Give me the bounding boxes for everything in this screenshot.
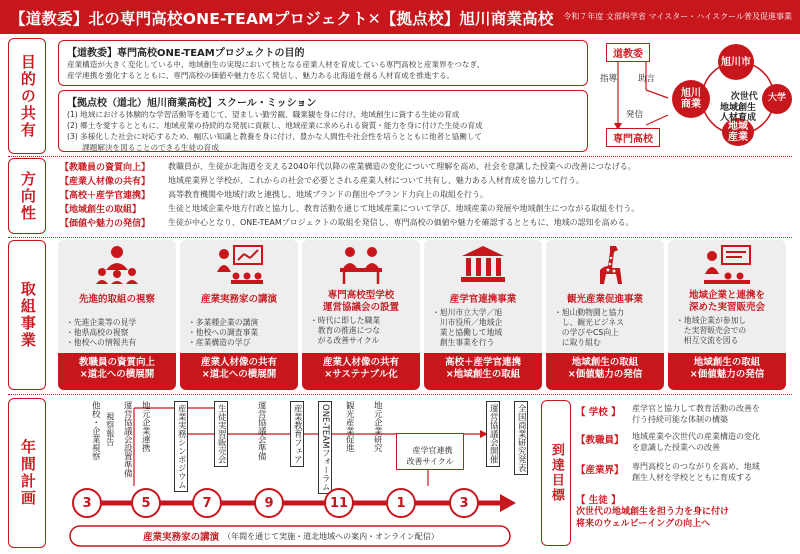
section-divider xyxy=(8,237,792,238)
project-detail: 創生事業を行う xyxy=(432,338,495,347)
meeting-icon xyxy=(336,244,386,284)
goal-tag: 【教職員】 xyxy=(576,435,624,446)
diagram-board: 道教委 xyxy=(606,43,650,62)
project-detail: ・旭川市立大学／旭 xyxy=(432,308,503,317)
timeline-month: 5 xyxy=(131,488,161,518)
plan-event: 観光産業促進 xyxy=(344,401,355,452)
goal-tag: 【 生徒 】 xyxy=(576,495,621,506)
project-card xyxy=(58,240,176,390)
plan-event: 運営協議会設置準備 xyxy=(122,401,133,478)
direction-text: 生徒と地域企業や地方行政と協力し、教育活動を通じて地域産業について学び、地域産業の発展や地域創生につながる取組を行う。 xyxy=(168,204,640,213)
improvement-cycle-box: 産学官連携 改善サイクル xyxy=(396,433,464,470)
goal-text: 専門高校とのつながりを高め、地域 創生人材を学校とともに育成する xyxy=(632,462,760,482)
giraffe-icon xyxy=(580,244,630,284)
presentation-icon xyxy=(702,244,752,284)
plan-event: 他校・企業視察 xyxy=(90,401,101,461)
direction-text: 教職員が、生徒が北海道を支える2040年代以降の産業構造の変化について理解を高め、社会を意識した授業への改善につなげる。 xyxy=(168,162,636,171)
project-footer: 地域創生の取組 ×価値魅力の発信 xyxy=(668,353,786,390)
project-title: 産業実務家の講演 xyxy=(200,294,277,305)
direction-row xyxy=(60,216,634,229)
project-detail: がる改善サイクル xyxy=(310,336,380,345)
project-detail: し、観光ビジネス xyxy=(554,318,624,327)
plan-event-highlight: ONE-TEAMフォーラム xyxy=(318,401,332,494)
diagram-university: 大学 xyxy=(762,84,792,114)
plan-event: 視察報告 xyxy=(104,412,115,446)
project-footer: 教職員の資質向上 ×道北への横展開 xyxy=(58,353,176,390)
direction-row xyxy=(60,160,636,173)
project-title: 地域企業と連携を 深めた実習販売会 xyxy=(688,290,765,313)
plan-event: 地元企業連携 xyxy=(140,401,151,452)
page-subtitle: 令和７年度 文部科学省 マイスター・ハイスクール普及促進事業 xyxy=(563,12,792,21)
direction-tag: 【産業人材像の共有】 xyxy=(60,177,151,187)
project-title: 専門高校型学校 運営協議会の設置 xyxy=(322,290,399,313)
direction-row xyxy=(60,202,639,215)
project-detail: ・多業種企業の講演 xyxy=(188,318,259,327)
page-title: 【道教委】北の専門高校ONE-TEAMプロジェクト✕【拠点校】旭川商業高校 xyxy=(10,10,554,28)
purpose-school-heading: 【拠点校（道北）旭川商業高校】スクール・ミッション xyxy=(67,98,317,109)
goal-tag: 【産業界】 xyxy=(576,465,624,476)
project-title: 産学官連携事業 xyxy=(449,294,517,305)
project-footer: 高校＋産学官連携 ×地域創生の取組 xyxy=(424,353,542,390)
purpose-board-text: 産業構造が大きく変化している中、地域創生の実現において核となる産業人材を育成している専門高校と産業界をつなぎ、 xyxy=(67,60,485,69)
project-detail: ・他校への調査事業 xyxy=(188,328,259,337)
project-footer: 地域創生の取組 ×価値魅力の発信 xyxy=(546,353,664,390)
project-detail: ・時代に即した職業 xyxy=(310,316,381,325)
section-projects-label: 取組事業 xyxy=(8,240,46,390)
timeline-month: 3 xyxy=(72,488,102,518)
project-title: 観光産業促進事業 xyxy=(566,294,643,305)
direction-text: 生徒が中心となり、ONE-TEAMプロジェクトの取組を発信し、専門高校の価値や魅力を確認するとともに、地域の認知を高める。 xyxy=(168,218,634,227)
timeline-month: 1 xyxy=(386,488,416,518)
project-detail: 相互交流を図る xyxy=(676,336,739,345)
goal-text: 産学官と協力して教育活動の改善を 行う持続可能な体制の構築 xyxy=(632,404,760,424)
goals-label: 到達目標 xyxy=(541,400,571,546)
plan-event: 運営協議会準備 xyxy=(256,401,267,461)
diagram-advice: 助言 xyxy=(638,74,656,84)
timeline-month: 3 xyxy=(449,488,479,518)
mission-item: (1) 地域における体験的な学習活動等を通じて、望ましい勤労観、職業観を身に付け、地域創生に資する生徒の育成 xyxy=(67,110,460,119)
direction-tag: 【地域創生の取組】 xyxy=(60,205,142,215)
project-footer: 産業人材像の共有 ×道北への横展開 xyxy=(180,353,298,390)
section-direction-label: 方向性 xyxy=(8,158,46,234)
project-footer: 産業人材像の共有 ×サステナブル化 xyxy=(302,353,420,390)
diagram-asahi: 旭川 商業 xyxy=(672,80,710,118)
goal-text: 次世代の地域創生を担う力を身に付け 将来のウェルビーイングの向上へ xyxy=(576,507,730,530)
project-detail: に取り組む xyxy=(554,338,601,347)
direction-text: 地域産業界と学校が、これからの社会で必要とされる産業人材について共有し、魅力ある人材育成を協力して行う。 xyxy=(168,176,584,185)
lecture-label: 産業実務家の講演 xyxy=(143,532,220,543)
mission-item: (3) 多様化した社会に対応するため、幅広い知識と教養を身に付け、豊かな人間性や社会性を培うとともに他者と協働して xyxy=(67,132,483,141)
project-detail: た実習販売会での xyxy=(676,326,747,335)
project-card xyxy=(668,240,786,390)
project-detail: ・先進企業等の見学 xyxy=(66,318,137,327)
section-divider xyxy=(8,156,792,157)
project-detail: 川市役所／地域企 xyxy=(432,318,503,327)
goal-tag: 【 学校 】 xyxy=(576,407,621,418)
plan-event-highlight: 生徒実習販売会 xyxy=(214,401,228,467)
project-card xyxy=(424,240,542,390)
university-icon xyxy=(458,244,508,284)
diagram-dispatch: 発信 xyxy=(626,110,644,120)
direction-row xyxy=(60,188,488,201)
project-detail: 業と協働して地域 xyxy=(432,328,503,337)
project-detail: ・産業構造の学び xyxy=(188,338,251,347)
plan-event-highlight: 産業実務シンポジウム xyxy=(174,401,188,492)
project-detail: ・他県高校の視察 xyxy=(66,328,129,337)
project-detail: 教育の推進につな xyxy=(310,326,381,335)
project-card xyxy=(546,240,664,390)
diagram-industry: 地域 産業 xyxy=(722,118,754,146)
project-detail: の学びやCS向上 xyxy=(554,328,619,337)
lecture-note: （年間を通じて実施・道北地域への案内・オンライン配信） xyxy=(223,531,439,541)
collaboration-diagram xyxy=(598,40,792,146)
header-banner xyxy=(0,0,800,34)
presenter-icon xyxy=(214,244,264,284)
mission-item: 課題解決を図ることのできる生徒の育成 xyxy=(67,143,219,152)
project-detail: ・他校への情報共有 xyxy=(66,338,137,347)
purpose-board-heading: 【道教委】専門高校ONE-TEAMプロジェクトの目的 xyxy=(67,48,305,59)
project-title: 先進的取組の視察 xyxy=(78,294,155,305)
diagram-school: 専門高校 xyxy=(606,128,660,147)
project-detail: ・旭山動物園と協力 xyxy=(554,308,625,317)
project-detail: ・地域企業が参加し xyxy=(676,316,747,325)
diagram-city: 旭川市 xyxy=(718,44,754,80)
project-card xyxy=(180,240,298,390)
section-plan-label: 年間計画 xyxy=(8,398,46,548)
section-purpose-label: 目的の共有 xyxy=(8,38,46,154)
plan-event-highlight: 運営協議会開催 xyxy=(486,401,500,467)
diagram-center: 次世代 地域創生 人材育成 xyxy=(719,92,758,124)
plan-event: 地元企業研究 xyxy=(372,401,383,452)
direction-tag: 【教職員の資質向上】 xyxy=(60,163,151,173)
purpose-board-text: 産学連携を強化するとともに、専門高校の価値や魅力を広く発信し、魅力ある北海道を創る人材育成を推進する。 xyxy=(67,71,455,80)
purpose-board-box xyxy=(58,40,588,86)
direction-tag: 【価値や魅力の発信】 xyxy=(60,219,151,229)
direction-tag: 【高校＋産学官連携】 xyxy=(60,191,151,201)
direction-row xyxy=(60,174,584,187)
timeline-month: 11 xyxy=(324,488,354,518)
purpose-school-box xyxy=(58,90,588,152)
goal-text: 地域産業や次世代の産業構造の変化 を意識した授業への改善 xyxy=(632,432,760,452)
diagram-guide: 指導 xyxy=(600,74,618,84)
project-card xyxy=(302,240,420,390)
section-divider xyxy=(8,394,792,395)
plan-event-highlight: 全国商業研究発表 xyxy=(514,401,528,475)
plan-event-highlight: 産業教育フェア xyxy=(290,401,304,467)
direction-text: 高等教育機関や地域行政と連携し、地域ブランドの創出やブランド力向上の取組を行う。 xyxy=(168,190,488,199)
timeline-month: 9 xyxy=(254,488,284,518)
teacher-icon xyxy=(92,244,142,284)
timeline-month: 7 xyxy=(192,488,222,518)
lecture-bar xyxy=(76,526,506,546)
mission-item: (2) 郷土を愛するとともに、地域産業の持続的な発展に貢献し、地域産業に求められる資質・能力を身に付けた生徒の育成 xyxy=(67,121,483,130)
